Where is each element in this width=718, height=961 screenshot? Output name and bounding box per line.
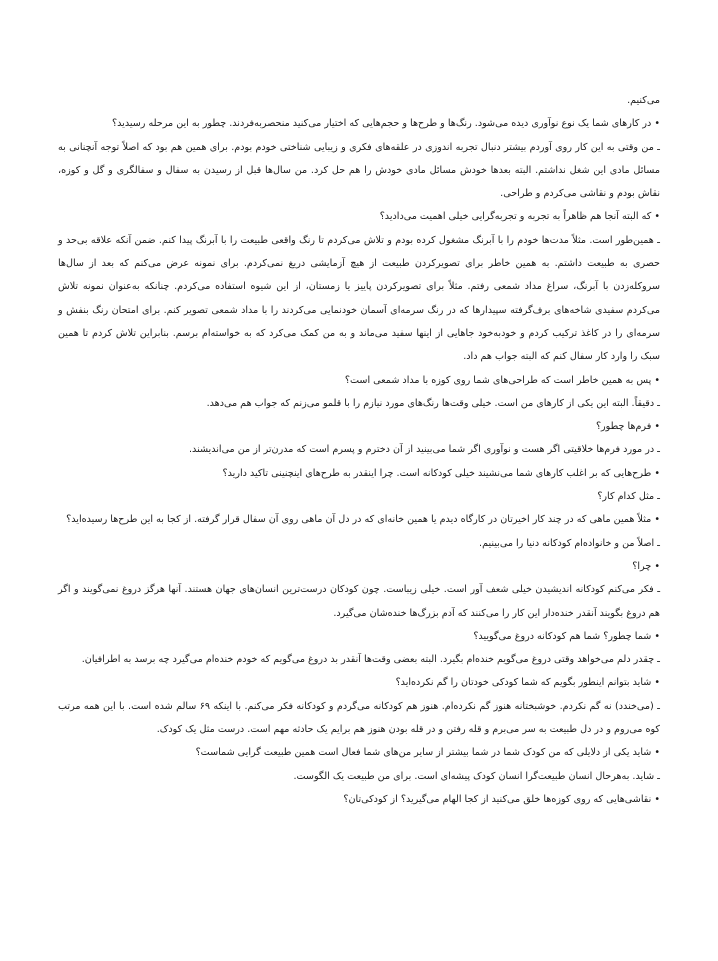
question: • طرح‌هایی که بر اغلب کارهای شما می‌نشیند خیلی کودکانه است. چرا اینقدر به طرح‌های اینچنینی تاکید دارید؟: [222, 467, 660, 479]
paragraph: می‌کنیم.: [627, 95, 660, 106]
question: • نقاشی‌هایی که روی کوزه‌ها خلق می‌کنید از کجا الهام می‌گیرید؟ از کودکی‌تان؟: [343, 793, 660, 805]
question: • فرم‌ها چطور؟: [595, 421, 660, 433]
answer: ـ شاید. به‌هرحال انسان طبیعت‌گرا انسان کودک پیشه‌ای است. برای من طبیعت یک الگوست.: [293, 770, 660, 782]
answer: ـ در مورد فرم‌ها خلاقیتی اگر هست و نوآوری اگر شما می‌بینید از آن دخترم و پسرم است که مدرن‌تر از من می‌اندیشند.: [188, 444, 660, 456]
answer: ـ دقیقاً. البته این یکی از کارهای من است. خیلی وقت‌ها رنگ‌های مورد نیازم را با قلمو می‌زنم که جواب هم می‌دهد.: [206, 397, 660, 409]
answer: ـ (می‌خندد) نه گم نکردم. خوشبختانه هنوز گم نکرده‌ام. هنوز هم کودکانه می‌گردم و کودکانه فکر می‌کنم. با اینکه ۶۹ سالم شده است. با این همه مرتب کوه می‌روم و در دل طبیعت به سر می‌برم و قله رفتن و در قله بودن هنوز هم برایم یک حادثه مهم است. درست مثل یک کودک.: [58, 700, 660, 736]
answer: ـ چقدر دلم می‌خواهد وقتی دروغ می‌گویم خنده‌ام بگیرد. البته بعضی وقت‌ها آنقدر بد دروغ می‌گویم که خودم خنده‌ام می‌گیرد چه برسد به اطرافیان.: [81, 654, 660, 666]
question: • چرا؟: [632, 560, 660, 572]
question: • شما چطور؟ شما هم کودکانه دروغ می‌گویید؟: [473, 630, 660, 642]
question: • پس به همین خاطر است که طراحی‌های شما روی کوزه با مداد شمعی است؟: [344, 374, 660, 386]
answer: ـ من وقتی به این کار روی آوردم بیشتر دنبال تجربه اندوزی در علقه‌های فکری و زیبایی شناختی خودم بودم. برای همین هم بود که اصلاً توجه آنچنانی به مسائل مادی این شغل نداشتم. البته بعدها خودش مسائل مادی خودش را هم حل کرد. من سال‌ها قبل از رسیدن به سفال و سفالگری و گل و کوزه، نقاش بودم و نقاشی می‌کردم و طراحی.: [58, 141, 660, 200]
answer: ـ مثل کدام کار؟: [597, 491, 660, 503]
question: • شاید یکی از دلایلی که من کودک شما در شما بیشتر از سایر من‌های شما فعال است همین طبیعت گرایی شماست؟: [195, 747, 660, 759]
answer: ـ اصلاً من و خانواده‌ام کودکانه دنیا را می‌بینیم.: [479, 537, 660, 549]
interview-text: [58, 89, 660, 811]
question: • در کارهای شما یک نوع نوآوری دیده می‌شود. رنگ‌ها و طرح‌ها و حجم‌هایی که اختیار می‌کنید منحصربه‌فردند. چطور به این مرحله رسیدید؟: [112, 118, 660, 130]
question: • شاید بتوانم اینطور بگویم که شما کودکی خودتان را گم نکرده‌اید؟: [395, 677, 660, 689]
question: • مثلاً همین ماهی که در چند کار اخیرتان در کارگاه دیدم یا همین خانه‌ای که در دل آن ماهی روی آن سفال قرار گرفته. از کجا به این طرح‌ها رسیده‌اید؟: [66, 514, 660, 526]
answer: ـ همین‌طور است. مثلاً مدت‌ها خودم را با آبرنگ مشغول کرده بودم و تلاش می‌کردم تا رنگ واقعی طبیعت را با آبرنگ پیدا کنم. ضمن آنکه علاقه بی‌حد و حصری به طبیعت داشتم. به همین خاطر برای تصویرکردن طبیعت از هیچ آزمایشی دریغ نمی‌کردم. برای نمونه عرض می‌کنم که بعد از سال‌ها سروکله‌زدن با آبرنگ، سراغ مداد شمعی رفتم. مثلاً برای تصویرکردن پاییز یا زمستان، از این شیوه استفاده می‌کردم. چنانکه به‌عنوان نمونه تلاش می‌کردم سفیدی شاخه‌های برف‌گرفته سپیدارها که در رنگ سرمه‌ای آسمان خودنمایی می‌کردند را با مداد شمعی تصویر کنم. برای امتحان رنگ بنفش و سرمه‌ای را در کاغذ ترکیب کردم و خودبه‌خود جاهایی از اینها سفید می‌ماند و به من کمک می‌کرد که به خواسته‌ام برسم. بنابراین تلاش کردم تا همین سبک را وارد کار سفال کنم که البته جواب هم داد.: [58, 234, 660, 363]
answer: ـ فکر می‌کنم کودکانه اندیشیدن خیلی شعف آور است. خیلی زیباست. چون کودکان درست‌ترین انسان‌های جهان هستند. آنها هرگز دروغ نمی‌گویند و اگر هم دروغ بگویند آنقدر خنده‌دار این کار را می‌کنند که آدم بزرگ‌ها خنده‌شان می‌گیرد.: [58, 584, 660, 619]
question: • که البته آنجا هم ظاهراً به تجربه و تجربه‌گرایی خیلی اهمیت می‌دادید؟: [379, 211, 660, 223]
